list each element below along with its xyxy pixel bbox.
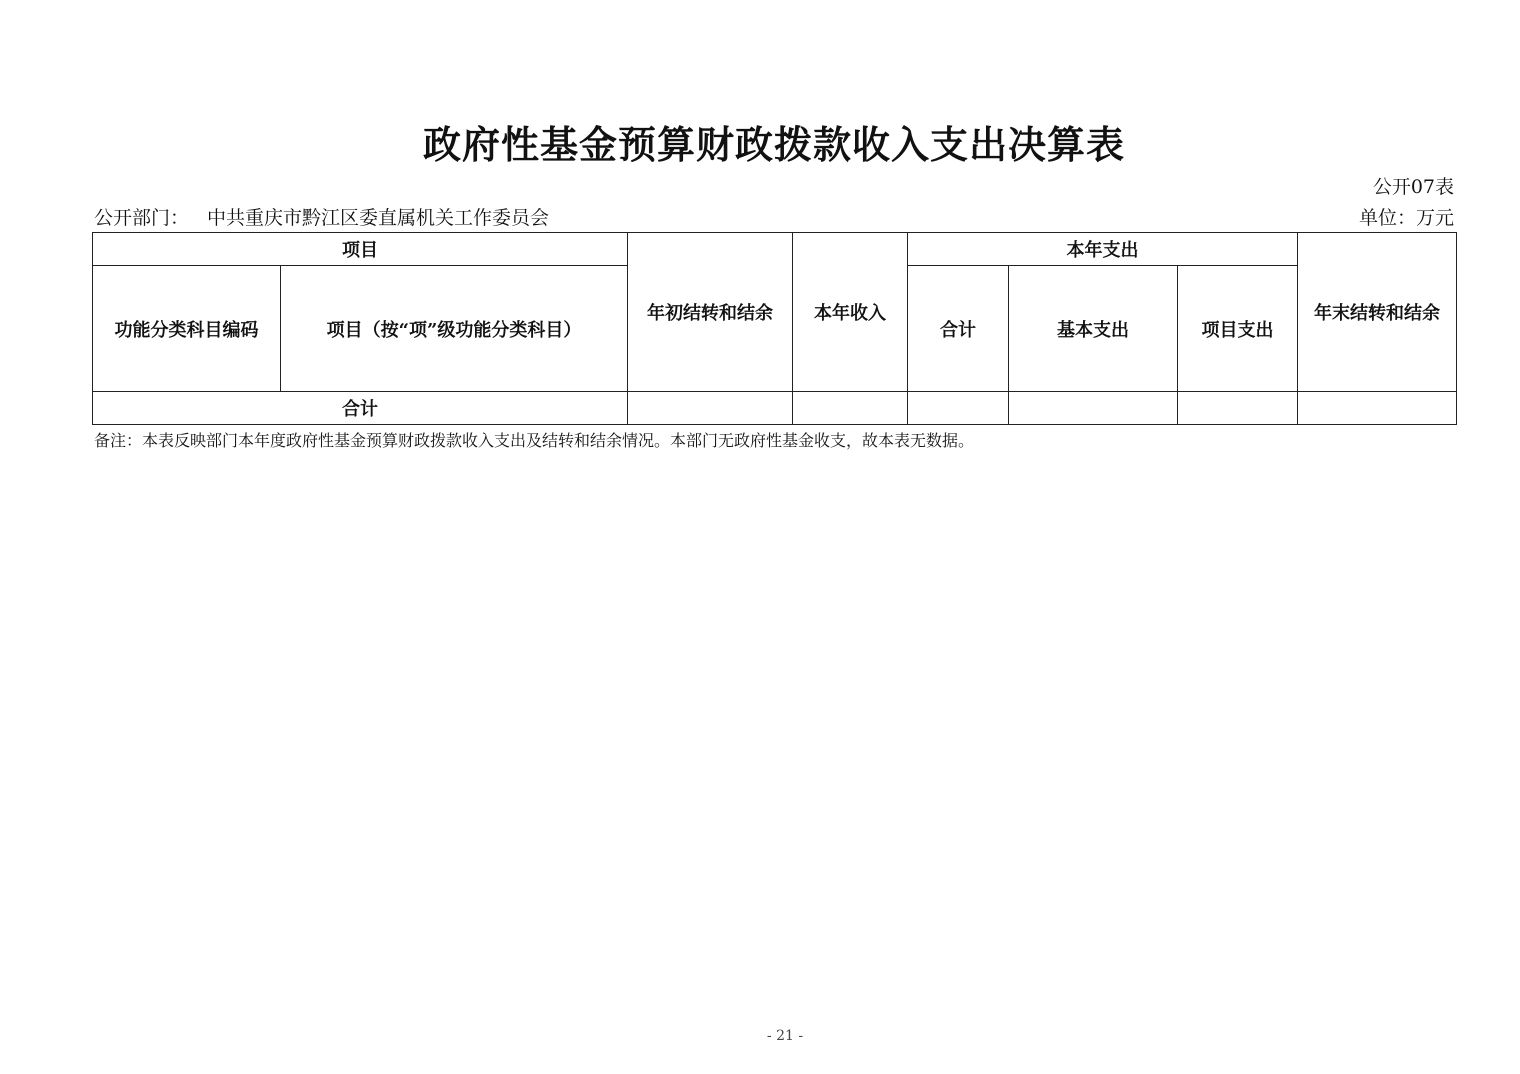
header-project-expense: 项目支出 bbox=[1178, 266, 1298, 392]
footnote: 备注：本表反映部门本年度政府性基金预算财政拨款收入支出及结转和结余情况。本部门无政府性基金收支，故本表无数据。 bbox=[94, 431, 975, 450]
header-expense-total: 合计 bbox=[908, 266, 1009, 392]
total-label: 合计 bbox=[93, 392, 628, 425]
header-project-name: 项目（按“项”级功能分类科目） bbox=[281, 266, 628, 392]
department-name: 中共重庆市黔江区委直属机关工作委员会 bbox=[207, 207, 550, 229]
department-line bbox=[94, 203, 549, 230]
total-end-balance bbox=[1298, 392, 1457, 425]
budget-table bbox=[92, 232, 1457, 425]
total-project-expense bbox=[1178, 392, 1298, 425]
header-func-code: 功能分类科目编码 bbox=[93, 266, 281, 392]
header-expense: 本年支出 bbox=[908, 233, 1298, 266]
header-project: 项目 bbox=[93, 233, 628, 266]
total-begin-balance bbox=[628, 392, 793, 425]
table-row bbox=[93, 392, 1457, 425]
header-income: 本年收入 bbox=[793, 233, 908, 392]
total-income bbox=[793, 392, 908, 425]
unit-label: 单位：万元 bbox=[1358, 207, 1454, 229]
header-basic-expense: 基本支出 bbox=[1009, 266, 1178, 392]
total-expense-total bbox=[908, 392, 1009, 425]
page-title: 政府性基金预算财政拨款收入支出决算表 bbox=[422, 122, 1125, 167]
table-number: 公开07表 bbox=[1372, 176, 1454, 198]
page-number: - 21 - bbox=[766, 1028, 804, 1044]
header-begin-balance: 年初结转和结余 bbox=[628, 233, 793, 392]
total-basic-expense bbox=[1009, 392, 1178, 425]
header-end-balance: 年末结转和结余 bbox=[1298, 233, 1457, 392]
department-label: 公开部门： bbox=[94, 207, 190, 229]
